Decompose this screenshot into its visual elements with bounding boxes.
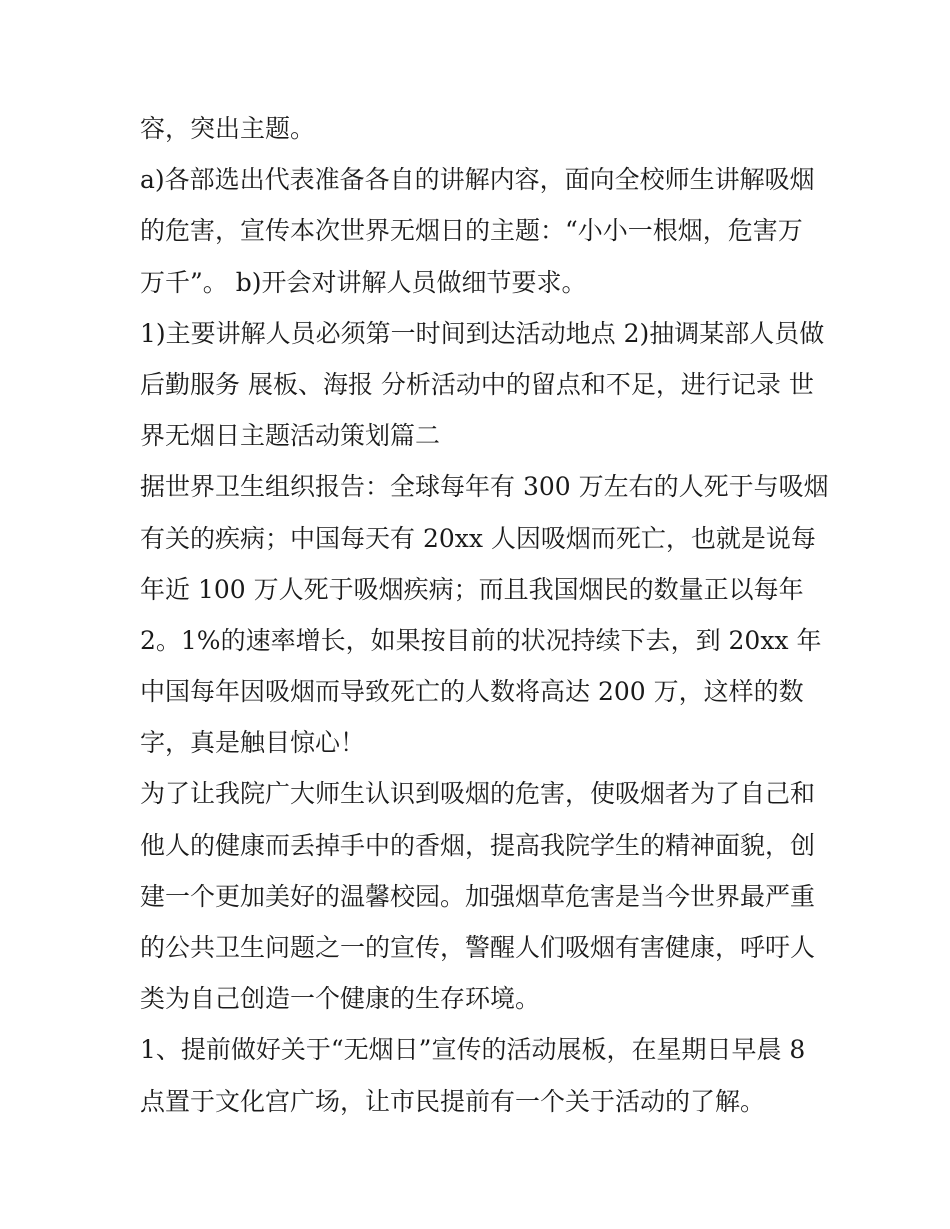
text-line-17: 的公共卫生问题之一的宣传，警醒人们吸烟有害健康，呼吁人 bbox=[140, 933, 816, 962]
text-line-10: 年近 100 万人死于吸烟疾病；而且我国烟民的数量正以每年 bbox=[140, 574, 804, 604]
text-line-5: 1)主要讲解人员必须第一时间到达活动地点 2)抽调某部人员做 bbox=[140, 318, 825, 348]
text-line-7: 界无烟日主题活动策划篇二 bbox=[140, 421, 441, 451]
text-line-9: 有关的疾病；中国每天有 20xx 人因吸烟而死亡，也就是说每 bbox=[140, 523, 816, 553]
text-line-6: 后勤服务 展板、海报 分析活动中的留点和不足，进行记录 世 bbox=[140, 369, 814, 399]
text-line-14: 为了让我院广大师生认识到吸烟的危害，使吸烟者为了自己和 bbox=[140, 779, 816, 809]
text-line-20: 点置于文化宫广场，让市民提前有一个关于活动的了解。 bbox=[140, 1086, 766, 1116]
text-line-11: 2。1%的速率增长，如果按目前的状况持续下去，到 20xx 年 bbox=[140, 625, 822, 655]
text-line-2: a)各部选出代表准备各自的讲解内容，面向全校师生讲解吸烟 bbox=[140, 165, 815, 195]
document-body bbox=[140, 103, 829, 1127]
text-line-18: 类为自己创造一个健康的生存环境。 bbox=[140, 984, 541, 1014]
text-line-1: 容，突出主题。 bbox=[140, 114, 316, 143]
text-line-19: 1、提前做好关于“无烟日”宣传的活动展板，在星期日早晨 8 bbox=[140, 1035, 806, 1065]
text-line-4: 万千”。 b)开会对讲解人员做细节要求。 bbox=[140, 267, 587, 297]
text-line-16: 建一个更加美好的温馨校园。加强烟草危害是当今世界最严重 bbox=[140, 881, 816, 911]
text-line-3: 的危害，宣传本次世界无烟日的主题：“小小一根烟，危害万 bbox=[140, 216, 803, 246]
text-line-13: 字，真是触目惊心！ bbox=[140, 728, 366, 758]
text-line-8: 据世界卫生组织报告：全球每年有 300 万左右的人死于与吸烟 bbox=[140, 472, 829, 502]
text-line-15: 他人的健康而丢掉手中的香烟，提高我院学生的精神面貌，创 bbox=[140, 830, 816, 860]
text-line-12: 中国每年因吸烟而导致死亡的人数将高达 200 万，这样的数 bbox=[140, 677, 804, 707]
